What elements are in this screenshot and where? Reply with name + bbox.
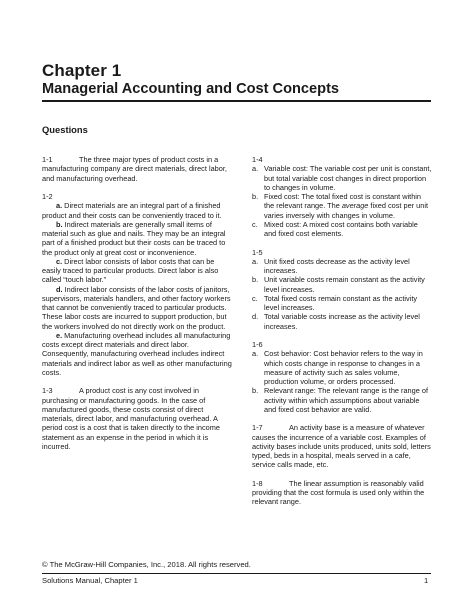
copyright-notice: © The McGraw-Hill Companies, Inc., 2018. All rights reserved.: [42, 560, 251, 569]
question-text: in a manufacturing company are direct materials, direct labor, and manufacturing overhead.: [42, 155, 227, 183]
question-text: whatever causes the incurrence of a variable cost. Examples of activity bases include units produced, units sold, letters typed, beds in a hospital, meals served in a cafe, service calls made, etc.: [252, 423, 431, 470]
question-1-3: [42, 386, 232, 451]
item-text: Total variable costs increase as the activity level increases.: [264, 312, 420, 331]
item-text: Indirect labor consists of the labor costs of janitors, supervisors, materials handlers, and other factory workers that cannot be conveniently traced to particular products. These labor costs are incurred to support production, but the workers involved do not directly work on the product.: [42, 284, 231, 331]
item-text: Total fixed costs remain constant as the activity level increases.: [264, 293, 418, 312]
question-number: 1-2: [42, 192, 53, 201]
question-number: 1-6: [252, 340, 263, 349]
question-text-start: The three major types of product costs: [79, 155, 205, 164]
answer-item: [252, 312, 432, 331]
item-label: c.: [252, 293, 258, 303]
question-text: purchasing or manufacturing goods. In the case of manufactured goods, these costs consist of direct materials, direct labor, and manufacturing overhead. A period cost is a cost that is taken directly to the income statement as an expense in the period in which it is incurred.: [42, 395, 220, 451]
answer-item: [42, 257, 232, 285]
answer-item: [42, 331, 232, 377]
item-text: Cost behavior: Cost behavior refers to the way in which costs change in response to changes in a measure of activity such as sales volume, production volume, or orders processed.: [264, 349, 423, 386]
question-1-5: [252, 248, 432, 331]
answer-item: [252, 349, 432, 386]
item-label: d.: [252, 312, 259, 322]
item-label: d.: [56, 284, 63, 294]
question-1-6: [252, 340, 432, 414]
answer-item: [252, 294, 432, 313]
item-label: b.: [252, 275, 259, 285]
question-1-8: [252, 479, 432, 507]
left-column: [42, 155, 232, 460]
answer-item: [42, 285, 232, 331]
item-text: Relevant range: The relevant range is the range of activity within which assumptions about variable and fixed cost behavior are valid.: [264, 386, 428, 414]
question-1-7: [252, 423, 432, 469]
footer-divider: [42, 573, 431, 574]
question-text-start: The linear assumption is reasonably: [289, 478, 407, 488]
item-label: b.: [252, 192, 259, 201]
question-number: 1-1: [42, 155, 53, 164]
right-column: [252, 155, 432, 516]
question-number: 1-8: [252, 478, 263, 488]
item-label: c.: [252, 219, 258, 229]
question-1-1: [42, 155, 232, 183]
answer-item: [42, 201, 232, 220]
item-text: Mixed cost: A mixed cost contains both variable and fixed cost elements.: [264, 219, 418, 238]
chapter-number: Chapter 1: [42, 61, 122, 80]
item-text: Unit fixed costs decrease as the activity level increases.: [264, 256, 410, 275]
answer-item: [252, 164, 432, 192]
question-1-4: [252, 155, 432, 238]
item-label: c.: [56, 256, 63, 266]
answer-item: [252, 386, 432, 414]
page-number: 1: [424, 576, 429, 585]
item-text: Indirect materials are generally small items of material such as glue and nails. They may be an integral part of a finished product but their costs can be traced to the product only at great cost or inconvenience.: [42, 219, 226, 257]
question-number: 1-4: [252, 155, 263, 164]
item-label: a.: [252, 256, 259, 266]
item-text: Fixed cost: The total fixed cost is constant within the relevant range. The: [264, 192, 422, 211]
answer-item: [252, 257, 432, 276]
item-text-emphasis: average: [341, 201, 369, 211]
answer-item: [42, 220, 232, 257]
item-label: a.: [252, 164, 259, 174]
section-heading: Questions: [42, 124, 88, 135]
item-text: Manufacturing overhead includes all manufacturing costs except direct materials and direct labor. Consequently, manufacturing overhead includes indirect materials and indirect labor as well as other manufacturing costs.: [42, 330, 232, 377]
item-text: Direct labor consists of labor costs that can be easily traced to particular products. Direct labor is also called “touch labor.”: [42, 256, 219, 285]
question-number: 1-3: [42, 386, 53, 396]
item-text: Direct materials are an integral part of a finished product and their costs can be conveniently traced to it.: [42, 201, 222, 220]
footer-label: Solutions Manual, Chapter 1: [42, 576, 138, 585]
item-text: Unit variable costs remain constant as the activity level increases.: [264, 275, 425, 294]
question-number: 1-5: [252, 247, 263, 257]
title-divider: [42, 100, 431, 102]
item-label: e.: [56, 330, 63, 340]
chapter-title: Managerial Accounting and Cost Concepts: [42, 81, 340, 97]
item-label: b.: [252, 386, 259, 396]
answer-item: [252, 275, 432, 294]
item-text: Variable cost: The variable cost per unit is constant, but total variable cost changes in direct proportion to changes in volume.: [264, 164, 432, 192]
question-text-start: An activity base is a measure of: [289, 423, 393, 433]
question-text: valid providing that the cost formula is used only within the relevant range.: [252, 478, 425, 507]
question-text-start: A product cost is any cost involved in: [79, 386, 200, 396]
question-1-2: [42, 192, 232, 377]
answer-item: [252, 220, 432, 239]
item-label: b.: [56, 219, 63, 229]
item-label: a.: [56, 201, 63, 211]
question-number: 1-7: [252, 423, 263, 433]
item-label: a.: [252, 349, 259, 359]
answer-item: [252, 192, 432, 220]
item-text: fixed cost per unit varies inversely with changes in volume.: [264, 201, 428, 220]
